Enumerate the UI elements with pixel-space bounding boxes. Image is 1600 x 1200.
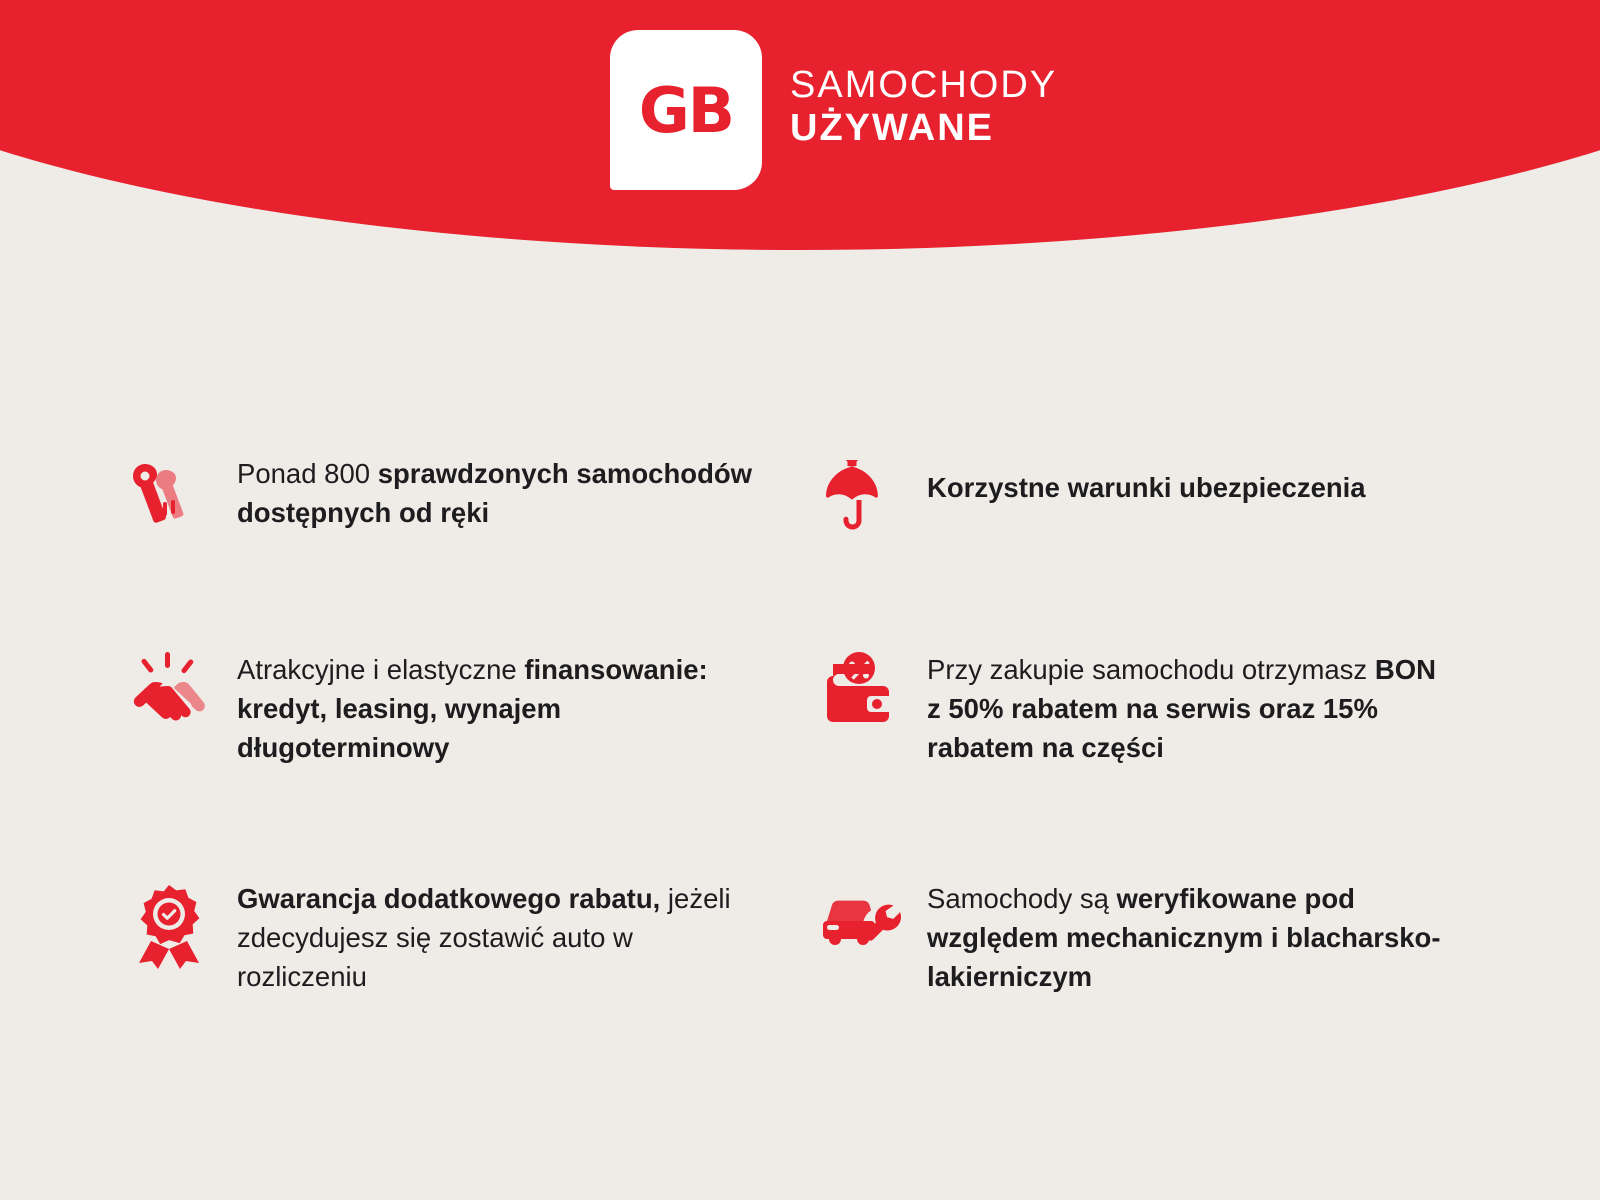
feature-text: Korzystne warunki ubezpieczenia <box>927 472 1366 503</box>
header-banner <box>0 0 1600 250</box>
feature-text: Ponad 800 sprawdzonych samochodów dostępnych od ręki <box>237 458 753 529</box>
award-rosette-icon <box>125 881 213 969</box>
features-grid <box>125 450 1495 996</box>
feature-text: Przy zakupie samochodu otrzymasz BON z 50% rabatem na serwis oraz 15% rabatem na części <box>927 654 1436 764</box>
logo-line-1: SAMOCHODY <box>790 64 1058 107</box>
umbrella-icon <box>815 450 903 538</box>
logo-wordmark <box>790 64 1057 155</box>
logo-mark-text: GB <box>638 73 734 147</box>
feature-item <box>125 450 815 538</box>
feature-item <box>125 875 815 996</box>
car-repair-icon <box>815 875 903 963</box>
car-keys-icon <box>125 450 213 538</box>
feature-item <box>125 646 815 767</box>
feature-text: Samochody są weryfikowane pod względem mechanicznym i blacharsko-lakierniczym <box>927 883 1441 993</box>
handshake-icon <box>125 648 213 736</box>
logo-mark-icon <box>610 30 762 190</box>
logo-line-2: UŻYWANE <box>790 107 994 149</box>
feature-item <box>815 646 1495 767</box>
feature-text: Atrakcyjne i elastyczne finansowanie: kredyt, leasing, wynajem długoterminowy <box>237 654 708 764</box>
wallet-discount-icon <box>815 646 903 734</box>
feature-item <box>815 875 1495 996</box>
brand-logo <box>610 30 1057 190</box>
feature-text: Gwarancja dodatkowego rabatu, jeżeli zdecydujesz się zostawić auto w rozliczeniu <box>237 883 731 993</box>
feature-item <box>815 450 1495 538</box>
